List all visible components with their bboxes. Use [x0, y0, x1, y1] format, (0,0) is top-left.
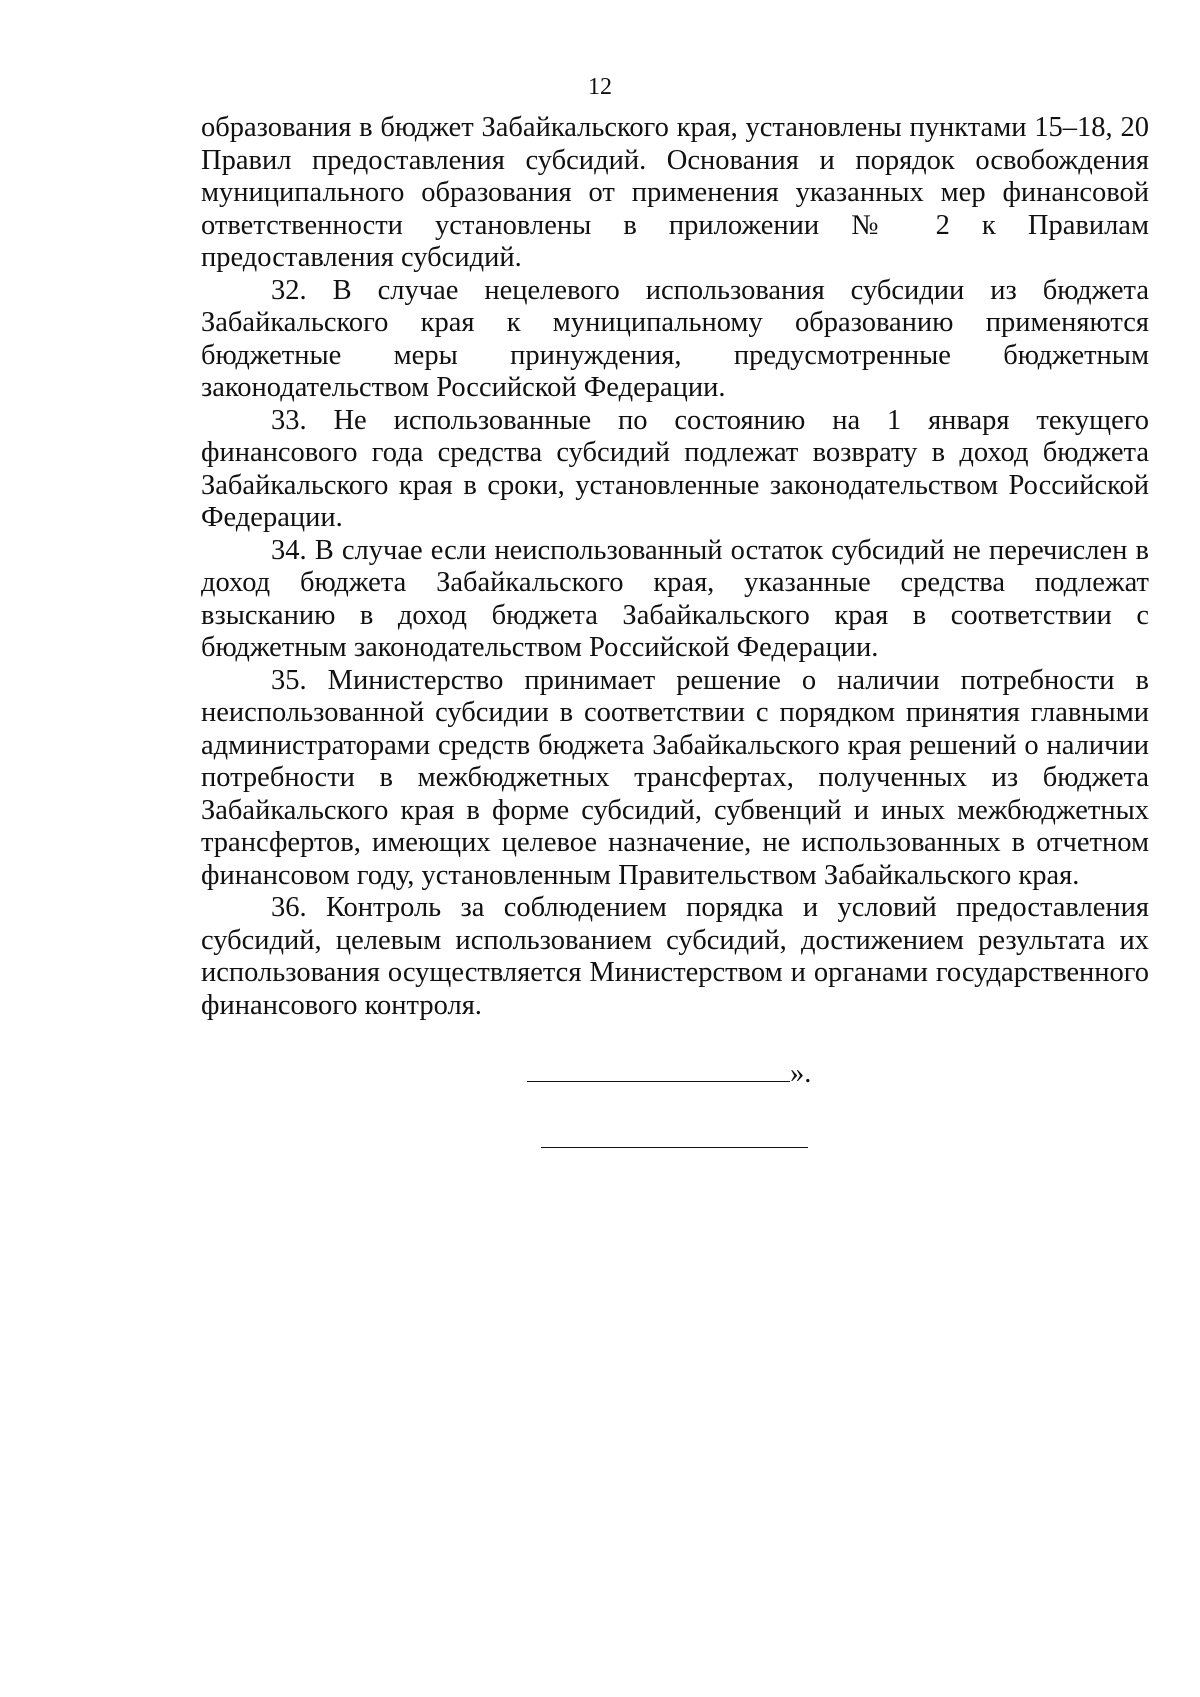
- closing-underline: [527, 1055, 790, 1082]
- paragraph-continuation: образования в бюджет Забайкальского края, установлены пунктами 15–18, 20 Правил предоставления субсидий. Основания и порядок освобождения муниципального образования от применения указанных мер финансовой ответственности установлены в приложении № 2 к Правилам предоставления субсидий.: [201, 112, 1149, 273]
- page-number: 12: [588, 74, 612, 100]
- document-body: [201, 112, 1149, 1022]
- closing-quote-mark: ».: [790, 1058, 812, 1089]
- closing-line: [527, 1055, 811, 1090]
- end-rule-divider: [541, 1147, 808, 1148]
- paragraph-35: 35. Министерство принимает решение о наличии потребности в неиспользованной субсидии в соответствии с порядком принятия главными администраторами средств бюджета Забайкальского края решений о наличии потребности в межбюджетных трансфертах, полученных из бюджета Забайкальского края в форме субсидий, субвенций и иных межбюджетных трансфертов, имеющих целевое назначение, не использованных в отчетном финансовом году, установленным Правительством Забайкальского края.: [201, 664, 1149, 891]
- paragraph-36: 36. Контроль за соблюдением порядка и условий предоставления субсидий, целевым использованием субсидий, достижением результата их использования осуществляется Министерством и органами государственного финансового контроля.: [201, 892, 1149, 1021]
- paragraph-32: 32. В случае нецелевого использования субсидии из бюджета Забайкальского края к муниципальному образованию применяются бюджетные меры принуждения, предусмотренные бюджетным законодательством Российской Федерации.: [201, 274, 1149, 403]
- paragraph-34: 34. В случае если неиспользованный остаток субсидий не перечислен в доход бюджета Забайкальского края, указанные средства подлежат взысканию в доход бюджета Забайкальского края в соответствии с бюджетным законодательством Российской Федерации.: [201, 534, 1149, 663]
- paragraph-33: 33. Не использованные по состоянию на 1 января текущего финансового года средства субсидий подлежат возврату в доход бюджета Забайкальского края в сроки, установленные законодательством Российской Федерации.: [201, 404, 1149, 533]
